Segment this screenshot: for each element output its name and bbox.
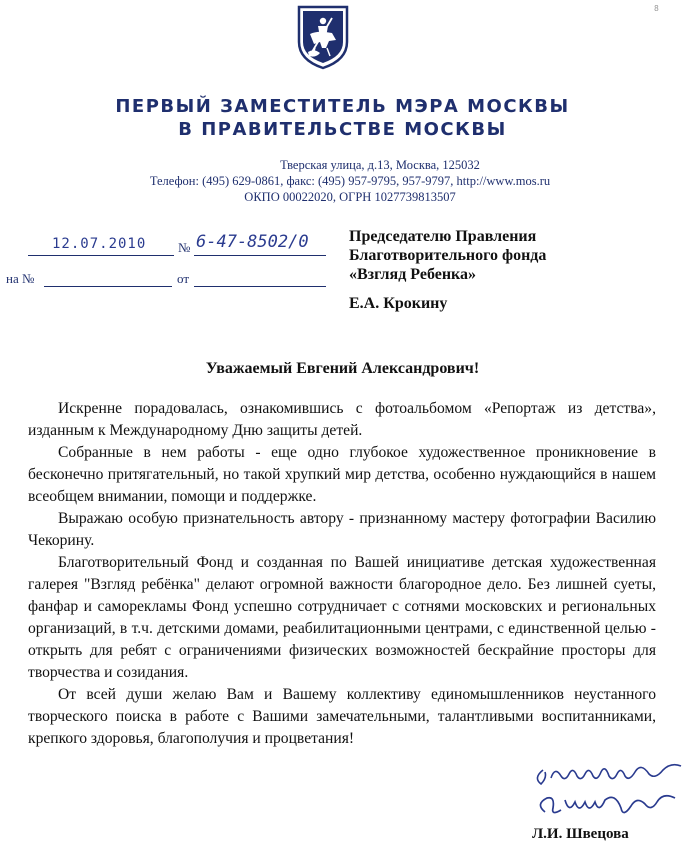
recipient-position: Председателю Правления: [349, 228, 537, 245]
number-label: №: [178, 240, 191, 255]
paragraph-5: От всей души желаю Вам и Вашему коллективу единомышленников неустанного творческого поиска в работе с Вашими замечательными, талантливыми воспитанниками, крепкого здоровья, благополучия и процветания!: [28, 686, 656, 747]
recipient-organization: Благотворительного фонда: [349, 247, 547, 264]
organization-title-line1: ПЕРВЫЙ ЗАМЕСТИТЕЛЬ МЭРА МОСКВЫ: [115, 96, 570, 117]
reference-label: на №: [6, 271, 35, 286]
date-line: [28, 255, 174, 256]
registration-number: 6-47-8502/0: [196, 232, 309, 252]
reference-line: [44, 286, 172, 287]
paragraph-3: Выражаю особую признательность автору - признанному мастеру фотографии Василию Чекорину.: [28, 510, 656, 549]
from-line: [194, 286, 326, 287]
salutation: Уважаемый Евгений Александрович!: [205, 360, 480, 377]
organization-codes: ОКПО 00022020, ОГРН 1027739813507: [244, 190, 456, 204]
scan-mark: 8: [654, 4, 659, 13]
recipient-name: Е.А. Крокину: [349, 295, 448, 312]
organization-address: Тверская улица, д.13, Москва, 125032: [280, 158, 480, 172]
signer-name: Л.И. Швецова: [532, 826, 629, 842]
number-line: [194, 255, 326, 256]
paragraph-1: Искренне порадовалась, ознакомившись с фотоальбомом «Репортаж из детства», изданным к Международному Дню защиты детей.: [28, 400, 656, 439]
organization-title-line2: В ПРАВИТЕЛЬСТВЕ МОСКВЫ: [178, 119, 507, 140]
handwritten-signature: [525, 752, 685, 832]
recipient-organization-name: «Взгляд Ребенка»: [349, 266, 477, 283]
registration-date: 12.07.2010: [52, 236, 147, 252]
paragraph-4: Благотворительный Фонд и созданная по Вашей инициативе детская художественная галерея "Взгляд ребёнка" делают огромной важности благородное дело. Без лишней суеты, фанфар и саморекламы Фонд успешно сотрудничает с сотнями московских и региональных организаций, в т.ч. детскими домами, реабилитационными центрами, с единственной целью - открыть для ребят с ограничениями физических возможностей бескрайние просторы для творчества и созидания.: [28, 554, 656, 681]
organization-phones: Телефон: (495) 629-0861, факс: (495) 957-9795, 957-9797, http://www.mos.ru: [149, 174, 551, 188]
from-label: от: [177, 271, 190, 286]
moscow-coat-of-arms-icon: [296, 4, 350, 70]
paragraph-2: Собранные в нем работы - еще одно глубокое художественное проникновение в бесконечно притягательный, но такой хрупкий мир детства, особенно нуждающийся в нашем всеобщем внимании, помощи и поддержке.: [28, 444, 656, 505]
